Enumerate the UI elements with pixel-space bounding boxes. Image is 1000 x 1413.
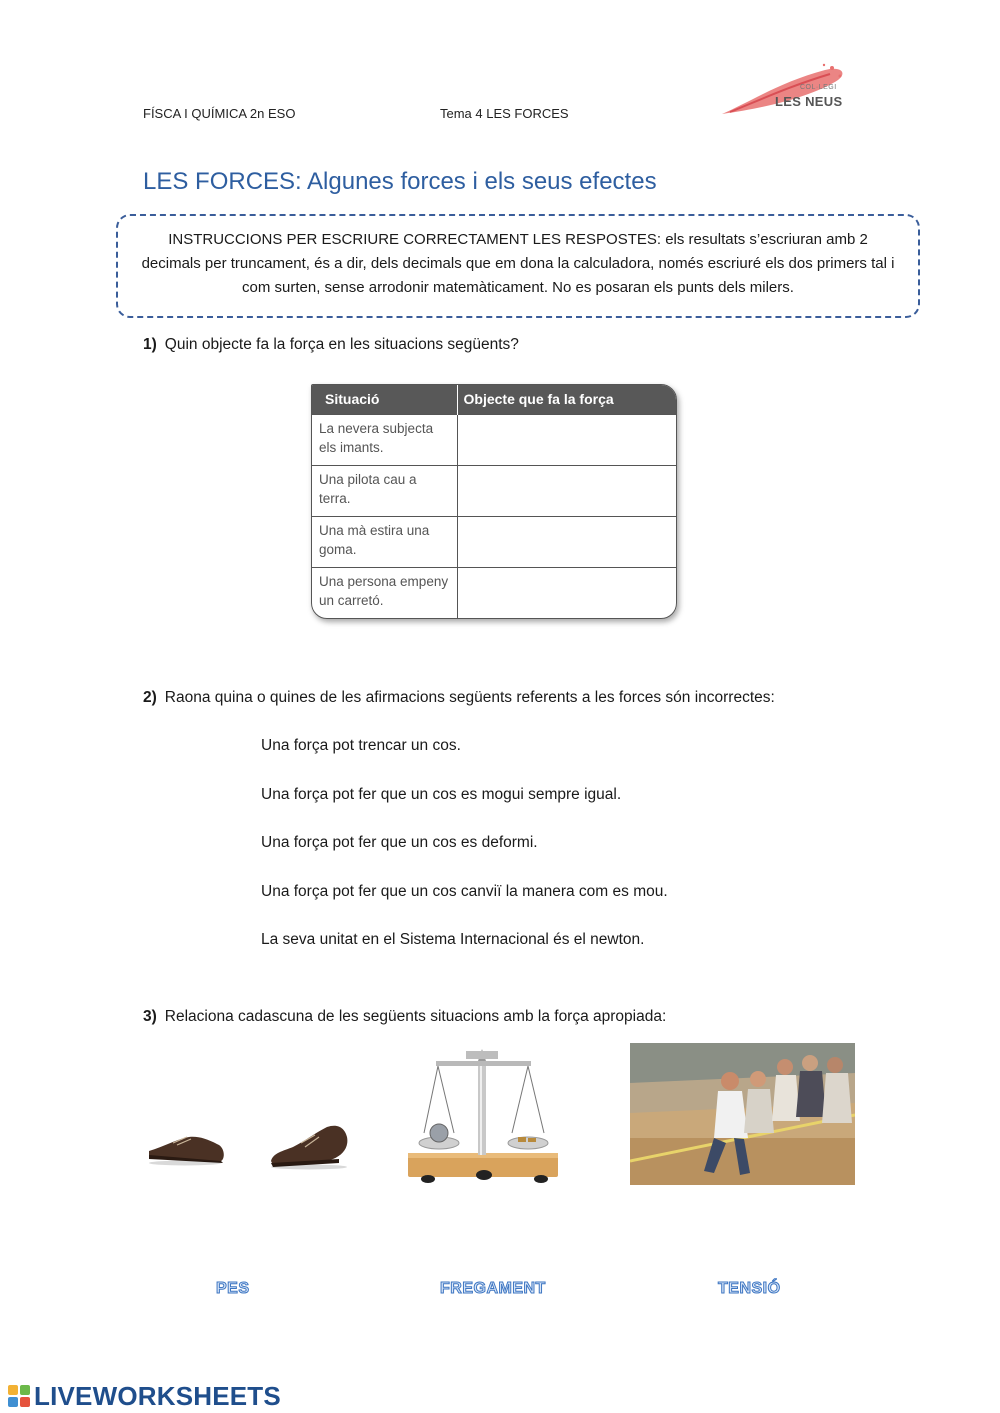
liveworksheets-logo-icon bbox=[8, 1385, 30, 1407]
table-row bbox=[312, 414, 676, 465]
table-cell-situation: Una persona empeny un carretó. bbox=[312, 567, 457, 618]
shoes-image bbox=[143, 1115, 358, 1185]
balance-scale-icon bbox=[406, 1043, 561, 1185]
logo-big-text: LES NEUS bbox=[775, 94, 843, 109]
answer-cell[interactable] bbox=[457, 414, 676, 465]
answer-cell[interactable] bbox=[457, 516, 676, 567]
logo-swoosh-icon bbox=[720, 62, 850, 122]
table-row bbox=[312, 465, 676, 516]
header-subject: FÍSCA I QUÍMICA 2n ESO bbox=[143, 106, 296, 121]
statement-2[interactable]: Una força pot fer que un cos es mogui sempre igual. bbox=[261, 786, 622, 803]
question-1-number: 1) bbox=[143, 336, 157, 353]
footer-brand bbox=[8, 1381, 281, 1411]
statement-4[interactable]: Una força pot fer que un cos canviï la manera com es mou. bbox=[261, 883, 668, 900]
table-cell-situation: Una mà estira una goma. bbox=[312, 516, 457, 567]
answer-cell[interactable] bbox=[457, 465, 676, 516]
question-2 bbox=[143, 689, 775, 707]
instructions-box bbox=[116, 214, 920, 318]
situations-table bbox=[311, 384, 677, 619]
shoes-icon bbox=[143, 1115, 358, 1185]
instructions-text: INSTRUCCIONS PER ESCRIURE CORRECTAMENT LES RESPOSTES: els resultats s’escriuran amb 2 decimals per truncament, és a dir, dels decimals que em dona la calculadora, només escriuré els dos primers tal i com surten, sense arrodonir matemàticament. No es posaran els punts dels milers. bbox=[141, 231, 895, 296]
question-3 bbox=[143, 1008, 666, 1026]
force-label-fregament[interactable]: FREGAMENT bbox=[440, 1280, 546, 1297]
question-3-number: 3) bbox=[143, 1008, 157, 1025]
table-header-situation: Situació bbox=[312, 385, 457, 414]
page-title: LES FORCES: Algunes forces i els seus efectes bbox=[143, 168, 657, 195]
table-cell-situation: La nevera subjecta els imants. bbox=[312, 414, 457, 465]
table-row bbox=[312, 567, 676, 618]
footer-brand-text: LIVEWORKSHEETS bbox=[34, 1380, 281, 1411]
force-label-pes[interactable]: PES bbox=[216, 1280, 250, 1297]
statement-5[interactable]: La seva unitat en el Sistema Internacional és el newton. bbox=[261, 931, 645, 948]
question-2-number: 2) bbox=[143, 689, 157, 706]
balance-scale-image bbox=[406, 1043, 561, 1185]
table-cell-situation: Una pilota cau a terra. bbox=[312, 465, 457, 516]
tug-of-war-image bbox=[630, 1043, 855, 1185]
tug-of-war-icon bbox=[630, 1043, 855, 1185]
force-label-tensio[interactable]: TENSIÓ bbox=[718, 1280, 781, 1297]
statement-3[interactable]: Una força pot fer que un cos es deformi. bbox=[261, 834, 538, 851]
table-row bbox=[312, 516, 676, 567]
answer-cell[interactable] bbox=[457, 567, 676, 618]
logo-small-text: COL·LEGI bbox=[800, 84, 837, 91]
question-3-text: Relaciona cadascuna de les següents situacions amb la força apropiada: bbox=[164, 1008, 667, 1025]
header-topic: Tema 4 LES FORCES bbox=[440, 106, 569, 121]
school-logo bbox=[720, 62, 850, 122]
question-2-text: Raona quina o quines de les afirmacions següents referents a les forces són incorrectes: bbox=[164, 689, 775, 706]
table-header-object: Objecte que fa la força bbox=[457, 385, 676, 414]
statement-1[interactable]: Una força pot trencar un cos. bbox=[261, 737, 461, 754]
question-1-text: Quin objecte fa la força en les situacions següents? bbox=[164, 336, 519, 353]
question-1 bbox=[143, 336, 519, 354]
